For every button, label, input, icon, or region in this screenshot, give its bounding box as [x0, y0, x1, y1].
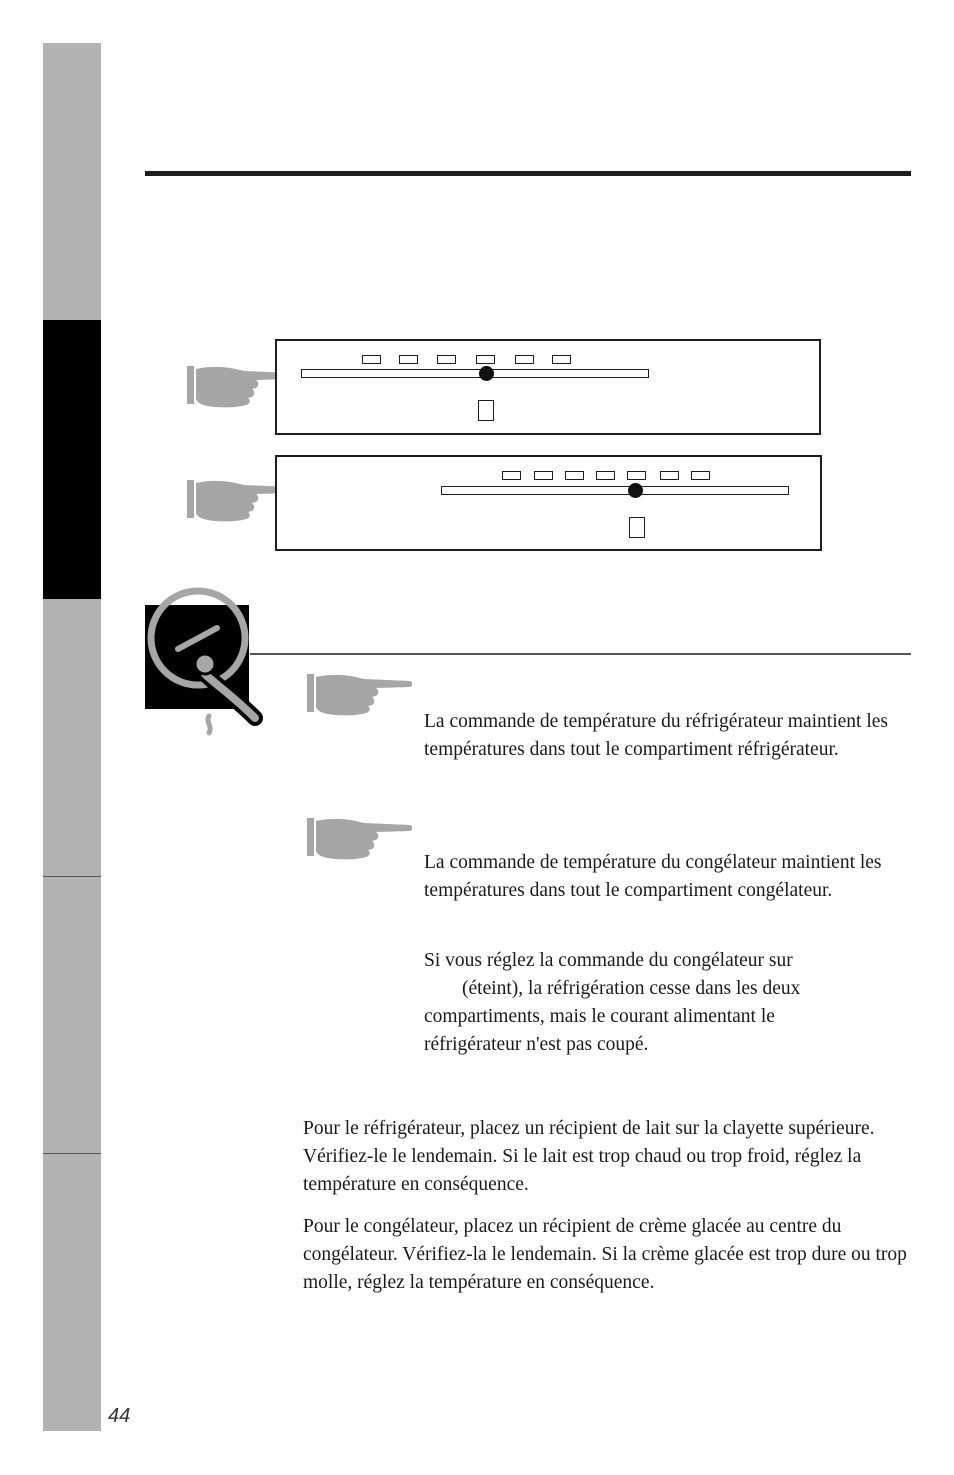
sidebar-tab-3 — [43, 599, 101, 876]
freezer-control-panel — [275, 455, 822, 551]
sidebar-tab-5 — [43, 1154, 101, 1431]
refrigerator-setting-1[interactable] — [362, 355, 381, 364]
freezer-off-indicator — [629, 517, 645, 538]
fridge-check-paragraph: Pour le réfrigérateur, placez un récipient de lait sur la clayette supérieure. Vérifiez-le le lendemain. Si le lait est trop chaud ou trop froid, réglez la température en conséquence. — [303, 1118, 875, 1195]
dial-adjust-icon — [145, 578, 275, 738]
refrigerator-control-paragraph: La commande de température du réfrigérateur maintient les températures dans tout le compartiment réfrigérateur. — [424, 711, 888, 760]
freezer-setting-1[interactable] — [502, 471, 521, 480]
freezer-check-paragraph: Pour le congélateur, placez un récipient de crème glacée au centre du congélateur. Vérifiez-la le lendemain. Si la crème glacée est trop dure ou trop molle, réglez la température en conséquence. — [303, 1216, 907, 1293]
refrigerator-setting-4[interactable] — [476, 355, 495, 364]
refrigerator-setting-5[interactable] — [515, 355, 534, 364]
freezer-slider-knob[interactable] — [628, 483, 643, 498]
sidebar-tab-1 — [43, 43, 101, 320]
freezer-slider-track[interactable] — [441, 486, 789, 495]
freezer-setting-4[interactable] — [596, 471, 615, 480]
pointing-hand-icon — [306, 814, 414, 862]
freezer-setting-5[interactable] — [627, 471, 646, 480]
freezer-off-line-1: Si vous réglez la commande du congélateur sur — [424, 950, 793, 971]
page-number: 44 — [108, 1405, 131, 1427]
refrigerator-setting-6[interactable] — [552, 355, 571, 364]
header-rule — [145, 171, 911, 176]
freezer-setting-7[interactable] — [691, 471, 710, 480]
freezer-setting-6[interactable] — [660, 471, 679, 480]
refrigerator-control-panel — [275, 339, 821, 435]
refrigerator-setting-3[interactable] — [437, 355, 456, 364]
section-rule — [250, 653, 911, 655]
freezer-setting-2[interactable] — [534, 471, 553, 480]
refrigerator-setting-2[interactable] — [399, 355, 418, 364]
refrigerator-slider-knob[interactable] — [479, 366, 494, 381]
freezer-off-paragraph: (éteint), la réfrigération cesse dans les deux compartiments, mais le courant alimentant le réfrigérateur n'est pas coupé. — [424, 978, 801, 1055]
sidebar-tab-2-active — [43, 320, 101, 599]
freezer-control-paragraph: La commande de température du congélateur maintient les températures dans tout le compartiment congélateur. — [424, 852, 882, 901]
pointing-hand-icon — [306, 670, 414, 718]
refrigerator-slider-track[interactable] — [301, 369, 649, 378]
freezer-setting-3[interactable] — [565, 471, 584, 480]
sidebar-tab-4 — [43, 877, 101, 1153]
refrigerator-off-indicator — [478, 400, 494, 421]
